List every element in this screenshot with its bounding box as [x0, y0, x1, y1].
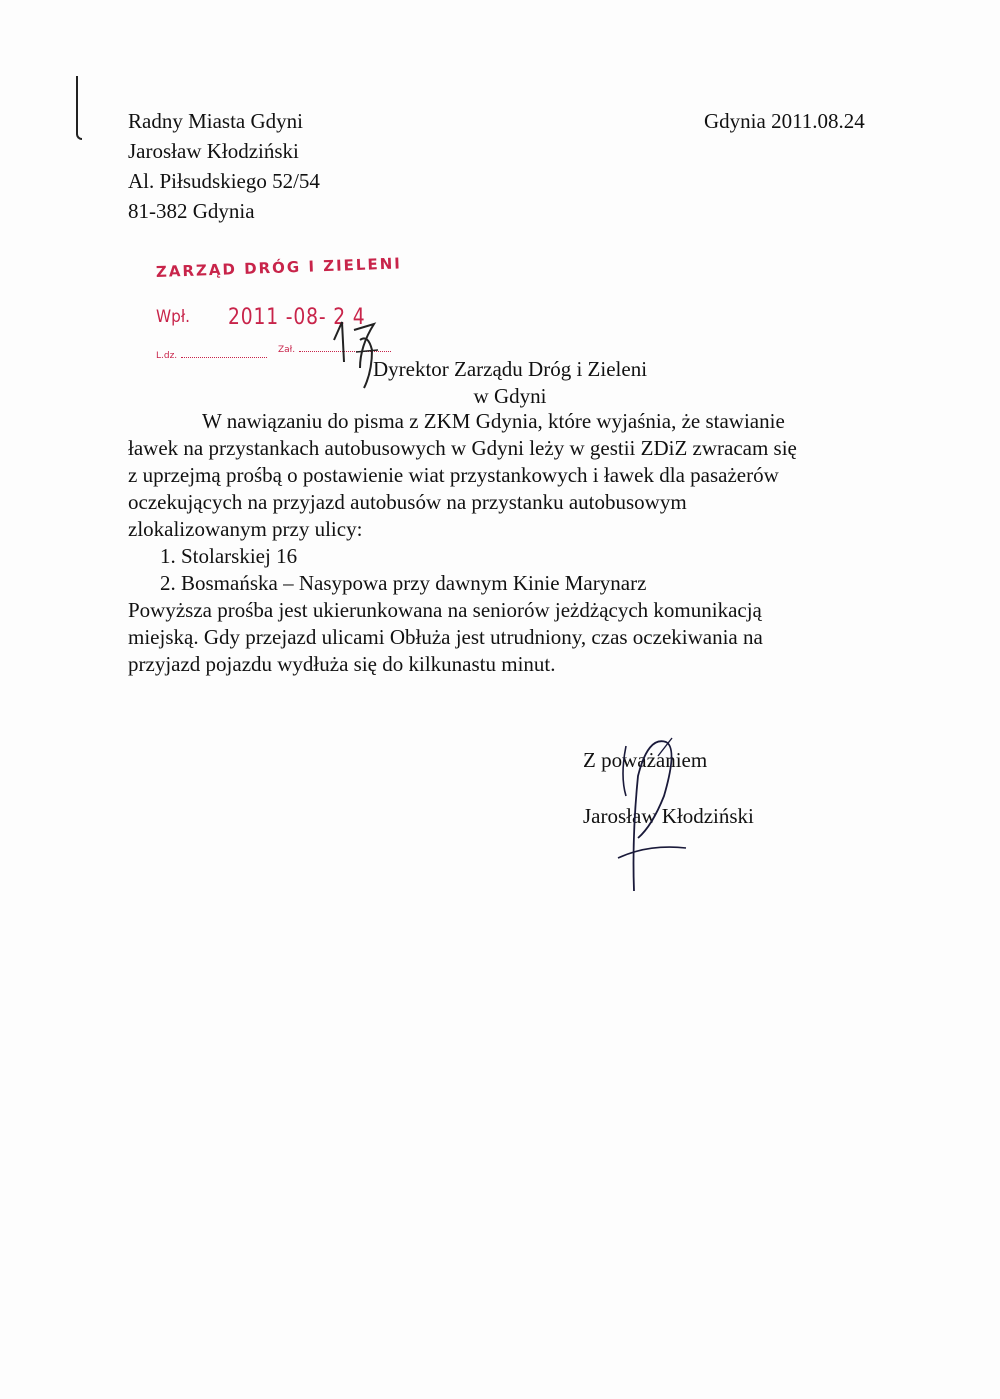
sender-street: Al. Piłsudskiego 52/54	[128, 169, 320, 193]
body-line: W nawiązaniu do pisma z ZKM Gdynia, które wyjaśnia, że stawianie	[202, 409, 785, 433]
recipient-block	[360, 356, 660, 410]
place-and-date: Gdynia 2011.08.24	[704, 109, 865, 133]
body-line: przyjazd pojazdu wydłuża się do kilkunastu minut.	[128, 652, 556, 676]
closing-signatory: Jarosław Kłodziński	[583, 804, 754, 828]
sender-name: Jarosław Kłodziński	[128, 139, 299, 163]
margin-bracket-mark	[76, 76, 82, 140]
stamp-title: ZARZĄD DRÓG I ZIELENI	[155, 254, 403, 281]
recipient-title: Dyrektor Zarządu Dróg i Zieleni	[372, 357, 648, 381]
stamp-ldz-label: L.dz.	[156, 351, 178, 361]
stamp-zal-label: Zał.	[278, 345, 296, 355]
body-line: zlokalizowanym przy ulicy:	[128, 517, 363, 541]
letter-body	[128, 408, 863, 678]
stamp-ldz-field	[156, 351, 267, 361]
body-line: oczekujących na przyjazd autobusów na przystanku autobusowym	[128, 490, 687, 514]
recipient-city: w Gdyni	[473, 384, 547, 408]
stamp-date: 2011 -08- 2 4	[228, 305, 366, 330]
sender-title: Radny Miasta Gdyni	[128, 109, 303, 133]
closing-salutation: Z poważaniem	[583, 748, 708, 772]
body-line: ławek na przystankach autobusowych w Gdyni leży w gestii ZDiZ zwracam się	[128, 436, 797, 460]
body-line: Powyższa prośba jest ukierunkowana na seniorów jeżdżących komunikacją	[128, 598, 762, 622]
list-item: 2. Bosmańska – Nasypowa przy dawnym Kinie Marynarz	[160, 571, 647, 595]
stamp-received-label: Wpł.	[156, 307, 191, 327]
sender-address	[128, 106, 320, 226]
list-item: 1. Stolarskiej 16	[160, 544, 298, 568]
handwritten-signature	[598, 716, 698, 896]
body-line: z uprzejmą prośbą o postawienie wiat przystankowych i ławek dla pasażerów	[128, 463, 779, 487]
body-line: miejską. Gdy przejazd ulicami Obłuża jest utrudniony, czas oczekiwania na	[128, 625, 763, 649]
sender-city: 81-382 Gdynia	[128, 199, 255, 223]
